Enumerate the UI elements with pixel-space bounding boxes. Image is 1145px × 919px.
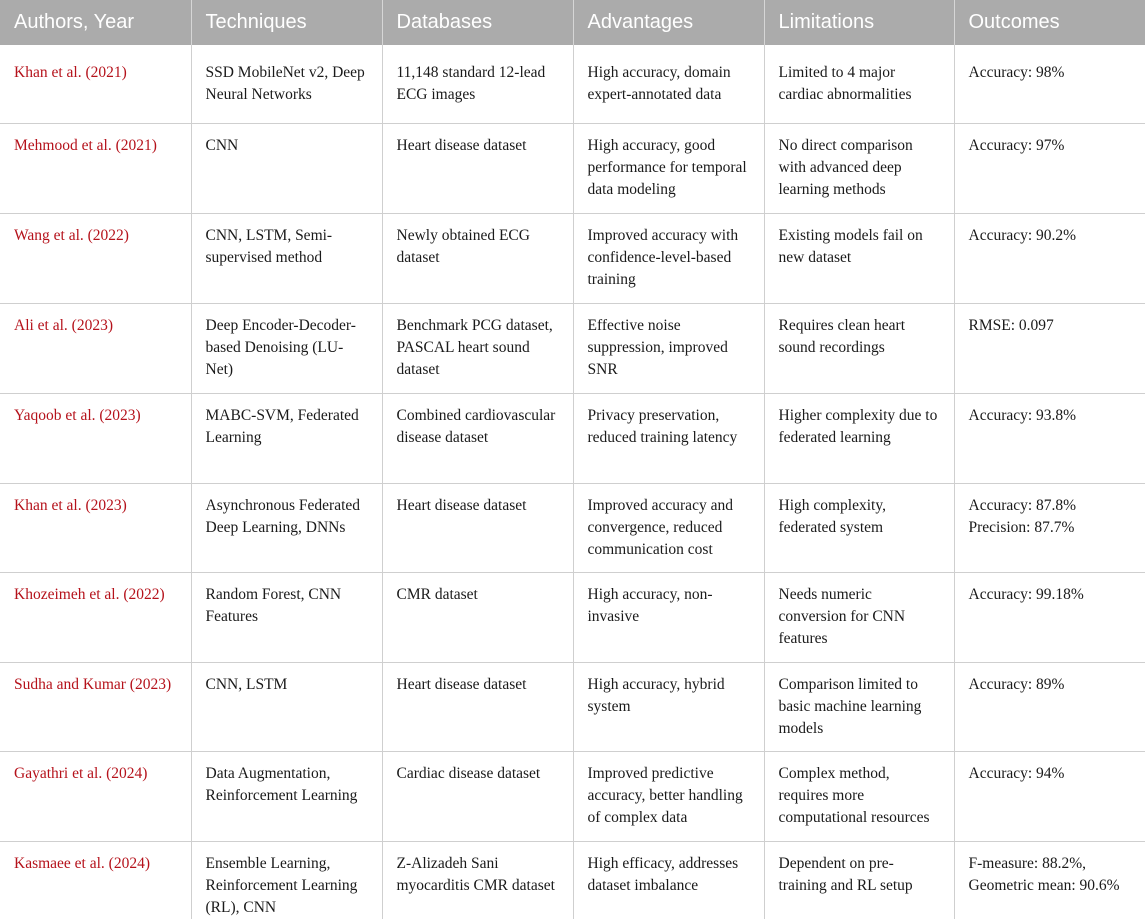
databases-cell: Benchmark PCG dataset, PASCAL heart sound dataset xyxy=(382,303,573,393)
databases-cell: Z-Alizadeh Sani myocarditis CMR dataset xyxy=(382,841,573,919)
databases-cell: Newly obtained ECG dataset xyxy=(382,213,573,303)
outcome-value: Precision: 87.7% xyxy=(968,518,1075,536)
techniques-cell: Asynchronous Federated Deep Learning, DNNs xyxy=(191,483,382,572)
outcomes-cell xyxy=(954,483,1145,572)
table-row xyxy=(0,393,1145,483)
advantages-cell: High efficacy, addresses dataset imbalance xyxy=(573,841,764,919)
limitations-cell: Existing models fail on new dataset xyxy=(764,213,954,303)
limitations-cell: Limited to 4 major cardiac abnormalities xyxy=(764,45,954,123)
table-row xyxy=(0,483,1145,572)
databases-cell: CMR dataset xyxy=(382,572,573,662)
outcome-value: Accuracy: 90.2% xyxy=(968,226,1077,244)
advantages-cell: High accuracy, domain expert-annotated data xyxy=(573,45,764,123)
outcome-value: Accuracy: 98% xyxy=(968,64,1065,81)
outcomes-cell xyxy=(954,45,1145,123)
outcomes-cell xyxy=(954,572,1145,662)
advantages-cell: Improved predictive accuracy, better handling of complex data xyxy=(573,751,764,841)
limitations-cell: Dependent on pre-training and RL setup xyxy=(764,841,954,919)
outcome-value: Geometric mean: 90.6% xyxy=(968,876,1120,894)
author-cell[interactable]: Yaqoob et al. (2023) xyxy=(0,393,191,483)
outcome-value: Accuracy: 99.18% xyxy=(968,585,1084,603)
outcome-value: Accuracy: 94% xyxy=(968,764,1065,782)
limitations-cell: Needs numeric conversion for CNN features xyxy=(764,572,954,662)
databases-cell: Heart disease dataset xyxy=(382,662,573,751)
author-cell[interactable]: Ali et al. (2023) xyxy=(0,303,191,393)
techniques-cell: SSD MobileNet v2, Deep Neural Networks xyxy=(191,45,382,123)
techniques-cell: CNN, LSTM xyxy=(191,662,382,751)
techniques-cell: Data Augmentation, Reinforcement Learning xyxy=(191,751,382,841)
header-advantages: Advantages xyxy=(573,0,764,45)
header-databases: Databases xyxy=(382,0,573,45)
databases-cell: Heart disease dataset xyxy=(382,123,573,213)
advantages-cell: High accuracy, good performance for temporal data modeling xyxy=(573,123,764,213)
header-row xyxy=(0,0,1145,45)
limitations-cell: No direct comparison with advanced deep learning methods xyxy=(764,123,954,213)
limitations-cell: Complex method, requires more computational resources xyxy=(764,751,954,841)
techniques-cell: CNN xyxy=(191,123,382,213)
outcome-value: F-measure: 88.2%, xyxy=(968,854,1087,872)
table-row xyxy=(0,662,1145,751)
table-row xyxy=(0,123,1145,213)
table-row xyxy=(0,45,1145,123)
table-row xyxy=(0,213,1145,303)
table-row xyxy=(0,572,1145,662)
techniques-cell: Deep Encoder-Decoder-based Denoising (LU-Net) xyxy=(191,303,382,393)
author-cell[interactable]: Mehmood et al. (2021) xyxy=(0,123,191,213)
outcomes-cell xyxy=(954,662,1145,751)
databases-cell: Heart disease dataset xyxy=(382,483,573,572)
outcomes-cell xyxy=(954,213,1145,303)
techniques-cell: Random Forest, CNN Features xyxy=(191,572,382,662)
techniques-cell: MABC-SVM, Federated Learning xyxy=(191,393,382,483)
limitations-cell: Requires clean heart sound recordings xyxy=(764,303,954,393)
techniques-cell: CNN, LSTM, Semi-supervised method xyxy=(191,213,382,303)
header-techniques: Techniques xyxy=(191,0,382,45)
table-row xyxy=(0,841,1145,919)
author-cell[interactable]: Khan et al. (2023) xyxy=(0,483,191,572)
databases-cell: Cardiac disease dataset xyxy=(382,751,573,841)
advantages-cell: High accuracy, non-invasive xyxy=(573,572,764,662)
header-authors-year: Authors, Year xyxy=(0,0,191,45)
limitations-cell: High complexity, federated system xyxy=(764,483,954,572)
outcomes-cell xyxy=(954,303,1145,393)
outcome-value: Accuracy: 89% xyxy=(968,675,1065,693)
advantages-cell: High accuracy, hybrid system xyxy=(573,662,764,751)
techniques-cell: Ensemble Learning, Reinforcement Learning (RL), CNN xyxy=(191,841,382,919)
author-cell[interactable]: Wang et al. (2022) xyxy=(0,213,191,303)
advantages-cell: Effective noise suppression, improved SNR xyxy=(573,303,764,393)
author-cell[interactable]: Khozeimeh et al. (2022) xyxy=(0,572,191,662)
advantages-cell: Improved accuracy with confidence-level-based training xyxy=(573,213,764,303)
outcomes-cell xyxy=(954,123,1145,213)
outcome-value: Accuracy: 93.8% xyxy=(968,406,1077,424)
table-row xyxy=(0,303,1145,393)
table-row xyxy=(0,751,1145,841)
databases-cell: Combined cardiovascular disease dataset xyxy=(382,393,573,483)
table-header xyxy=(0,0,1145,45)
table-body xyxy=(0,45,1145,919)
author-cell[interactable]: Kasmaee et al. (2024) xyxy=(0,841,191,919)
outcome-value: Accuracy: 97% xyxy=(968,136,1065,154)
outcomes-cell xyxy=(954,841,1145,919)
limitations-cell: Higher complexity due to federated learning xyxy=(764,393,954,483)
databases-cell: 11,148 standard 12-lead ECG images xyxy=(382,45,573,123)
advantages-cell: Privacy preservation, reduced training latency xyxy=(573,393,764,483)
author-cell[interactable]: Khan et al. (2021) xyxy=(0,45,191,123)
author-cell[interactable]: Gayathri et al. (2024) xyxy=(0,751,191,841)
limitations-cell: Comparison limited to basic machine learning models xyxy=(764,662,954,751)
outcomes-cell xyxy=(954,393,1145,483)
outcomes-cell xyxy=(954,751,1145,841)
header-outcomes: Outcomes xyxy=(954,0,1145,45)
header-limitations: Limitations xyxy=(764,0,954,45)
outcome-value: Accuracy: 87.8% xyxy=(968,496,1077,514)
outcome-value: RMSE: 0.097 xyxy=(968,316,1054,334)
advantages-cell: Improved accuracy and convergence, reduced communication cost xyxy=(573,483,764,572)
author-cell[interactable]: Sudha and Kumar (2023) xyxy=(0,662,191,751)
